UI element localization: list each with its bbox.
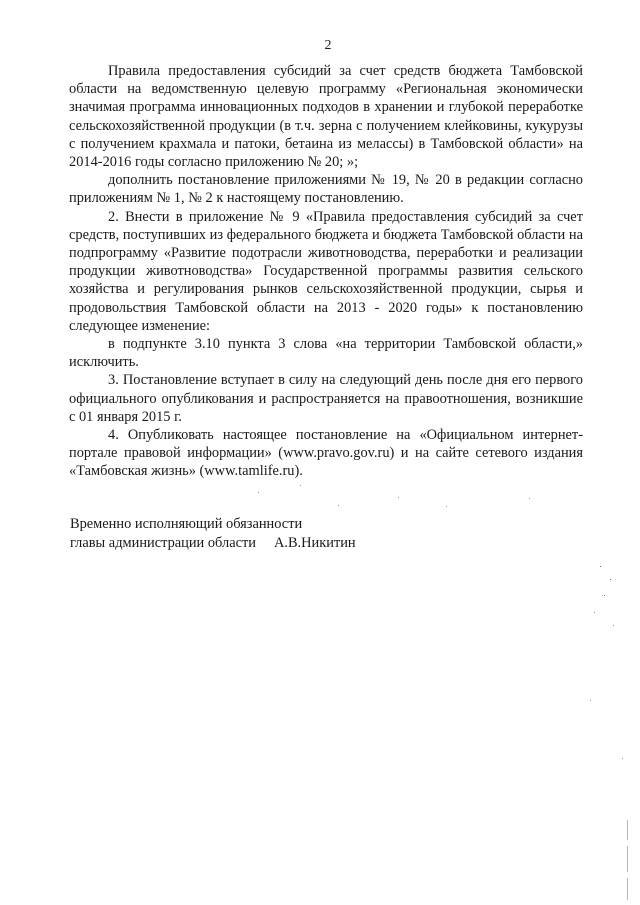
scan-speck: [613, 625, 614, 626]
scan-edge-line: [627, 846, 628, 872]
scan-speck: [300, 485, 301, 486]
scan-speck: [600, 566, 601, 567]
signature-block: [70, 515, 470, 552]
paragraph-item-2-change: в подпункте 3.10 пункта 3 слова «на территории Тамбовской области,» исключить.: [69, 336, 583, 371]
paragraph-rules-appendix-20: Правила предоставления субсидий за счет средств бюджета Тамбовской области на ведомственную целевую программу «Региональная экономически значимая программа инновационных подходов в хранении и глубокой переработке сельскохозяйственной продукции (в т.ч. зерна с получением клейковины, кукурузы с получением крахмала и патоки, бетаина из мелассы) в Тамбовской области» на 2014-2016 годы согласно приложению № 20; »;: [69, 63, 583, 171]
scan-speck: [594, 612, 595, 613]
scan-speck: [258, 492, 259, 493]
scan-edge-line: [627, 878, 628, 900]
scan-speck: [338, 505, 339, 506]
scan-speck: [604, 595, 605, 596]
scan-speck: [610, 579, 611, 580]
paragraph-item-2: 2. Внести в приложение № 9 «Правила предоставления субсидий за счет средств, поступивших из федерального бюджета и бюджета Тамбовской области на подпрограмму «Развитие подотрасли животноводства, переработки и реализации продукции животноводства» Государственной программы развития сельского хозяйства и регулирования рынков сельскохозяйственной продукции, сырья и продовольствия Тамбовской области на 2013 - 2020 годы» к постановлению следующее изменение:: [69, 208, 583, 334]
paragraph-item-3: 3. Постановление вступает в силу на следующий день после дня его первого официального опубликования и распространяется на правоотношения, возникшие с 01 января 2015 г.: [69, 372, 583, 425]
signature-title-line-1: Временно исполняющий обязанности: [70, 516, 303, 532]
signature-position: главы администрации области: [70, 534, 256, 551]
scan-speck: [398, 497, 399, 498]
scan-edge-line: [627, 820, 628, 840]
scan-speck: [590, 700, 591, 701]
signatory-name: А.В.Никитин: [273, 534, 356, 551]
page-number: 2: [324, 38, 332, 53]
paragraph-supplement-appendices: дополнить постановление приложениями № 19, № 20 в редакции согласно приложениям № 1, № 2 к настоящему постановлению.: [69, 172, 583, 207]
signature-title-line-2: [70, 534, 470, 553]
paragraph-item-4: 4. Опубликовать настоящее постановление на «Официальном интернет-портале правовой информации» (www.pravo.gov.ru) и на сайте сетевого издания «Тамбовская жизнь» (www.tamlife.ru).: [69, 427, 583, 480]
document-body: [69, 62, 583, 481]
scan-speck: [446, 506, 447, 507]
scan-speck: [529, 498, 530, 499]
scan-speck: [622, 758, 623, 759]
